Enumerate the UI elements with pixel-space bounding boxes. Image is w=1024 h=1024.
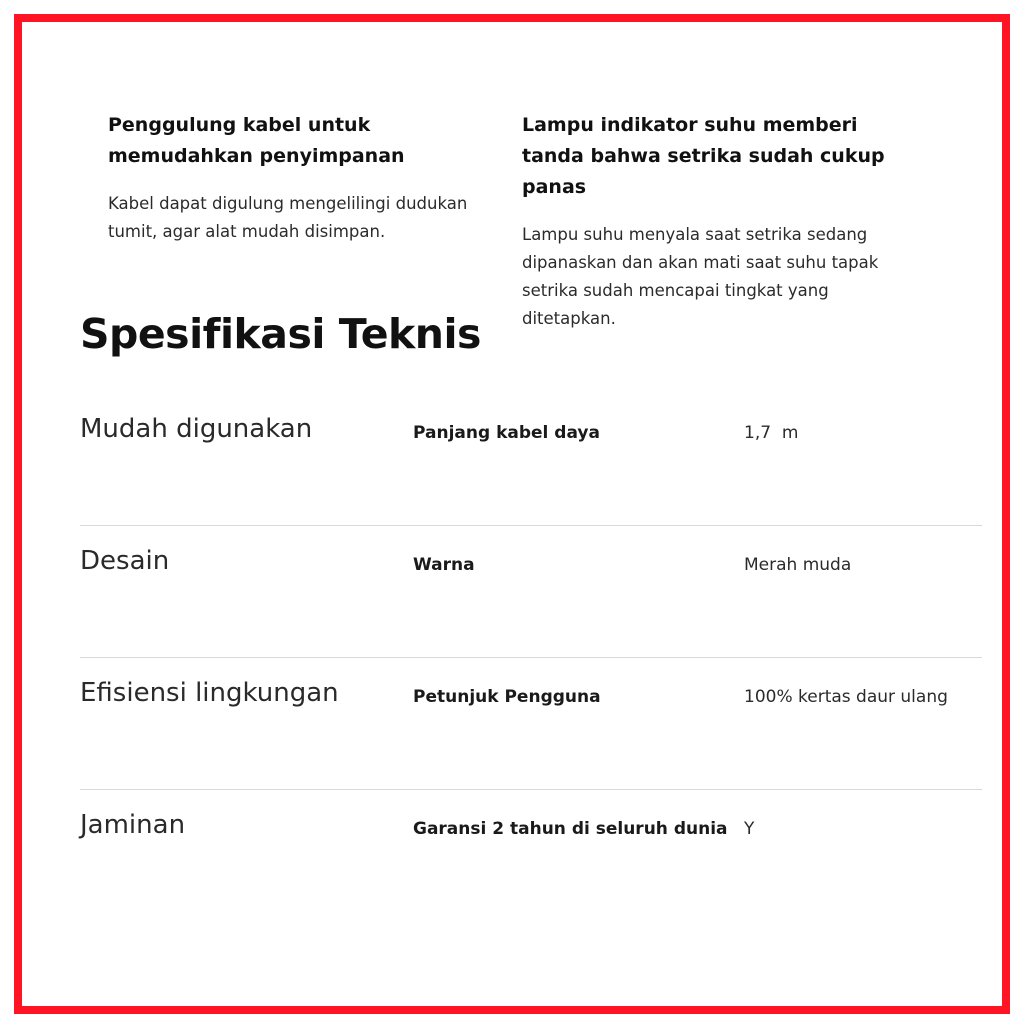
feature-description: Kabel dapat digulung mengelilingi dudukan tumit, agar alat mudah disimpan. <box>108 194 468 241</box>
spec-category: Desain <box>80 546 170 576</box>
feature-cord-wrap <box>108 110 508 246</box>
spec-label: Warna <box>413 555 475 575</box>
red-frame <box>14 14 1010 1014</box>
spec-label: Garansi 2 tahun di seluruh dunia <box>413 819 728 839</box>
feature-temperature-light <box>522 110 922 333</box>
spec-row <box>80 394 982 526</box>
spec-section-title: Spesifikasi Teknis <box>80 310 481 358</box>
feature-title: Lampu indikator suhu memberi tanda bahwa setrika sudah cukup panas <box>522 114 885 198</box>
feature-title: Penggulung kabel untuk memudahkan penyimpanan <box>108 114 405 167</box>
spec-row <box>80 658 982 790</box>
spec-category: Mudah digunakan <box>80 414 313 444</box>
spec-value: Y <box>744 819 755 839</box>
spec-category: Efisiensi lingkungan <box>80 678 339 708</box>
spec-category: Jaminan <box>80 810 186 840</box>
spec-value: 100% kertas daur ulang <box>744 687 948 707</box>
spec-label: Petunjuk Pengguna <box>413 687 601 707</box>
spec-table <box>80 394 982 922</box>
feature-description: Lampu suhu menyala saat setrika sedang dipanaskan dan akan mati saat suhu tapak setrika sudah mencapai tingkat yang ditetapkan. <box>522 225 879 328</box>
spec-value: Merah muda <box>744 555 852 575</box>
spec-row <box>80 526 982 658</box>
spec-value: 1,7 m <box>744 423 799 443</box>
spec-label: Panjang kabel daya <box>413 423 600 443</box>
spec-row <box>80 790 982 922</box>
